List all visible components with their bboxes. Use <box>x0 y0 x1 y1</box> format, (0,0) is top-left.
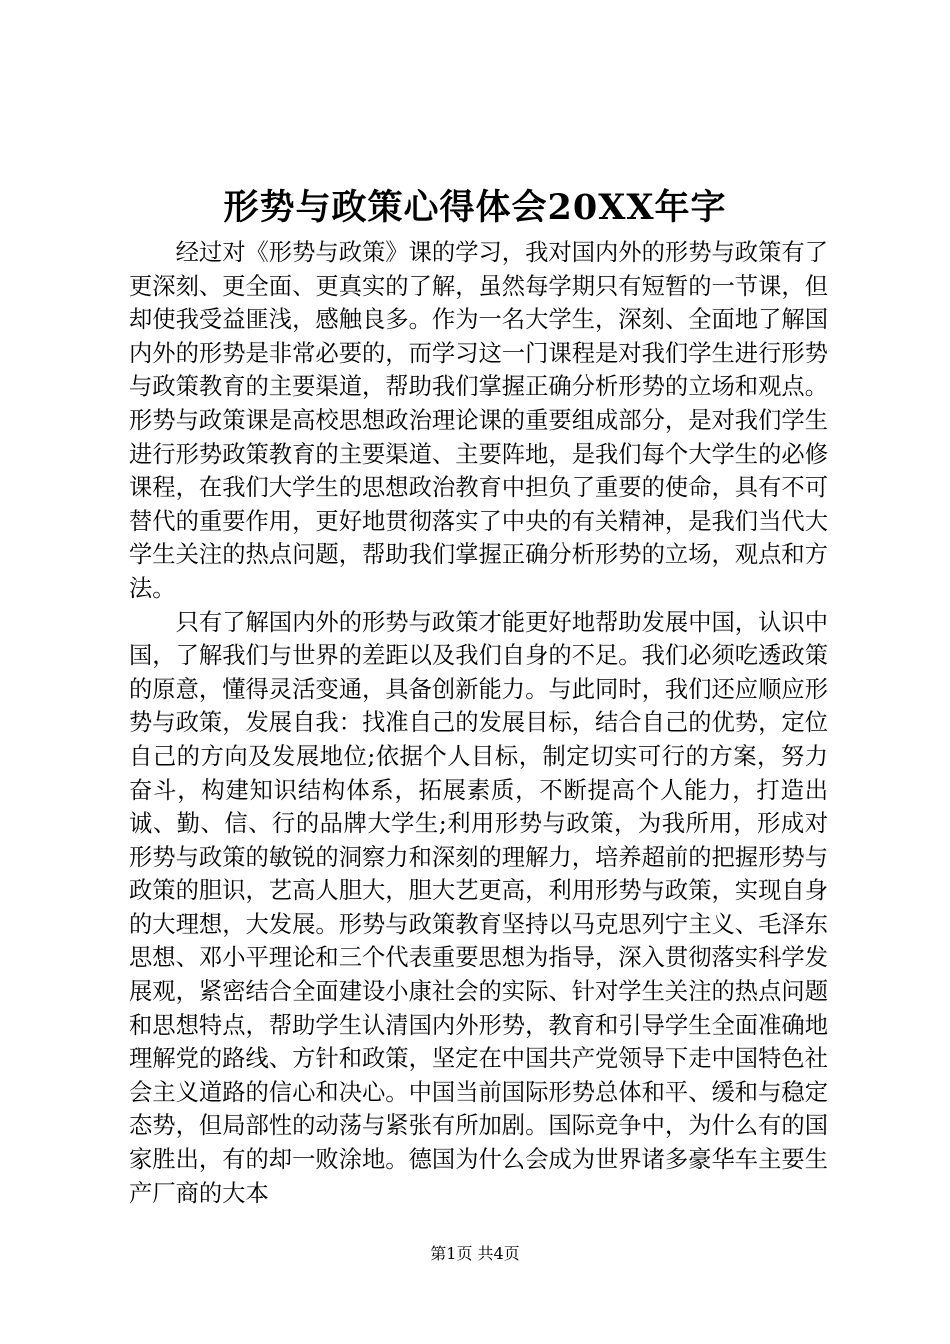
document-title: 形势与政策心得体会20XX年字 <box>223 187 727 228</box>
document-body <box>129 236 828 1210</box>
paragraph-1: 经过对《形势与政策》课的学习，我对国内外的形势与政策有了更深刻、更全面、更真实的了解，虽然每学期只有短暂的一节课，但却使我受益匪浅，感触良多。作为一名大学生，深刻、全面地了解国内外的形势是非常必要的，而学习这一门课程是对我们学生进行形势与政策教育的主要渠道，帮助我们掌握正确分析形势的立场和观点。形势与政策课是高校思想政治理论课的重要组成部分，是对我们学生进行形势政策教育的主要渠道、主要阵地，是我们每个大学生的必修课程，在我们大学生的思想政治教育中担负了重要的使命，具有不可替代的重要作用，更好地贯彻落实了中央的有关精神，是我们当代大学生关注的热点问题，帮助我们掌握正确分析形势的立场，观点和方法。 <box>129 239 828 602</box>
paragraph-2: 只有了解国内外的形势与政策才能更好地帮助发展中国，认识中国，了解我们与世界的差距以及我们自身的不足。我们必须吃透政策的原意，懂得灵活变通，具备创新能力。与此同时，我们还应顺应形势与政策，发展自我：找准自己的发展目标，结合自己的优势，定位自己的方向及发展地位;依据个人目标，制定切实可行的方案，努力奋斗，构建知识结构体系，拓展素质，不断提高个人能力，打造出诚、勤、信、行的品牌大学生;利用形势与政策，为我所用，形成对形势与政策的敏锐的洞察力和深刻的理解力，培养超前的把握形势与政策的胆识，艺高人胆大，胆大艺更高，利用形势与政策，实现自身的大理想，大发展。形势与政策教育坚持以马克思列宁主义、毛泽东思想、邓小平理论和三个代表重要思想为指导，深入贯彻落实科学发展观，紧密结合全面建设小康社会的实际、针对学生关注的热点问题和思想特点，帮助学生认清国内外形势，教育和引导学生全面准确地理解党的路线、方针和政策，坚定在中国共产党领导下走中国特色社会主义道路的信心和决心。中国当前国际形势总体和平、缓和与稳定态势，但局部性的动荡与紧张有所加剧。国际竞争中，为什么有的国家胜出，有的却一败涂地。德国为什么会成为世界诸多豪华车主要生产厂商的大本 <box>129 608 828 1207</box>
page-footer: 第1页 共4页 <box>430 1244 520 1263</box>
